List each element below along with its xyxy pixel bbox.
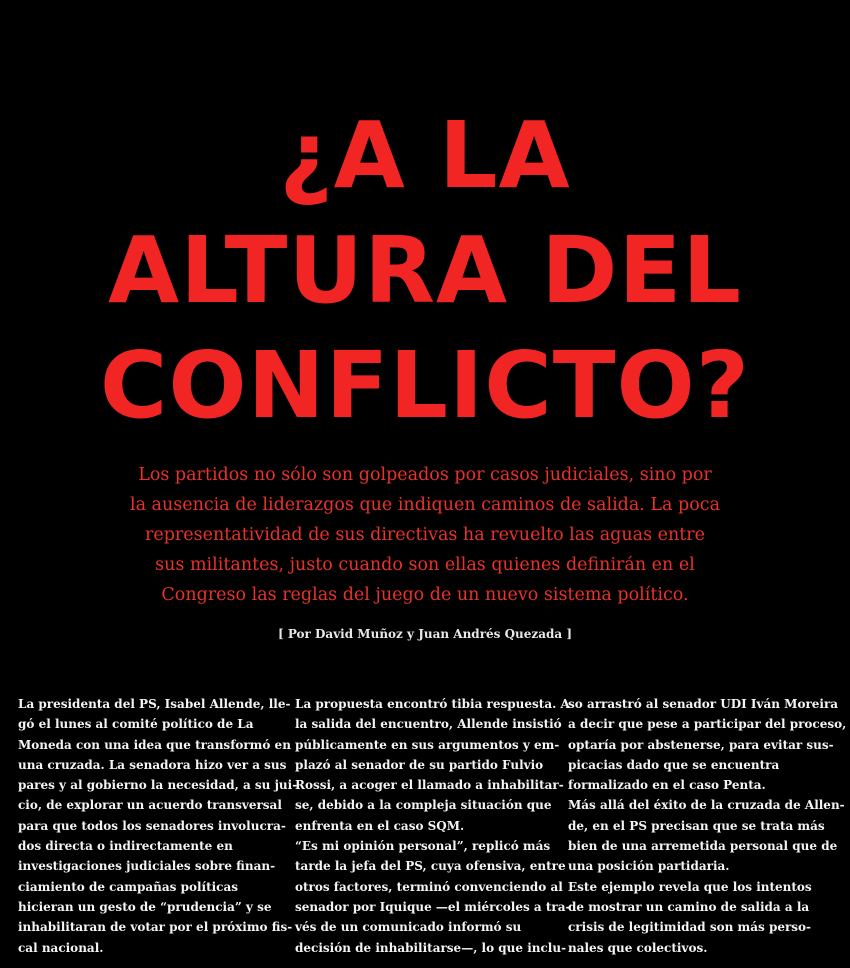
body-line: gó el lunes al comité político de La	[18, 717, 254, 732]
body-line: investigaciones judiciales sobre finan-	[18, 859, 276, 874]
body-line: bien de una arremetida personal que de	[568, 839, 838, 854]
deck-line: la ausencia de liderazgos que indiquen caminos de salida. La poca	[129, 495, 721, 515]
body-line: a decir que pese a participar del proceso,	[568, 717, 847, 732]
body-line: hicieran un gesto de “prudencia” y se	[18, 899, 272, 914]
body-line: una cruzada. La senadora hizo ver a sus	[18, 757, 287, 772]
body-line: cal nacional.	[18, 940, 104, 955]
deck-line: sus militantes, justo cuando son ellas quienes definirán en el	[155, 555, 695, 575]
headline-line: ALTURA DEL	[108, 217, 742, 324]
body-line: de, en el PS precisan que se trata más	[568, 818, 825, 833]
body-line: plazó al senador de su partido Fulvio	[295, 757, 544, 772]
deck-line: representatividad de sus directivas ha revuelto las aguas entre	[144, 525, 706, 545]
body-columns	[18, 694, 847, 955]
body-line: la salida del encuentro, Allende insistió	[295, 717, 562, 732]
body-line: para que todos los senadores involucra-	[18, 818, 286, 833]
body-line: nales que colectivos.	[568, 940, 708, 955]
body-line: picacias dado que se encuentra	[568, 757, 780, 772]
body-line: so arrastró al senador UDI Iván Moreira	[568, 697, 839, 711]
deck-line: Congreso las reglas del juego de un nuevo sistema político.	[161, 585, 689, 605]
body-line: públicamente en sus argumentos y em-	[295, 737, 560, 752]
deck-line: Los partidos no sólo son golpeados por casos judiciales, sino por	[138, 465, 712, 485]
body-line: una posición partidaria.	[568, 859, 730, 874]
body-line: formalizado en el caso Penta.	[568, 778, 766, 793]
body-line: “Es mi opinión personal”, replicó más	[295, 839, 551, 854]
body-line: Moneda con una idea que transformó en	[18, 737, 291, 752]
body-line: optaría por abstenerse, para evitar sus-	[568, 737, 834, 752]
body-line: Rossi, a acoger el llamado a inhabilitar-	[295, 778, 564, 793]
body-line: La presidenta del PS, Isabel Allende, lle-	[18, 697, 291, 711]
body-line: tarde la jefa del PS, cuya ofensiva, entre	[295, 859, 566, 874]
body-line: se, debido a la compleja situación que	[295, 798, 552, 813]
body-line: crisis de legitimidad son más perso-	[568, 920, 812, 935]
body-column-1	[18, 694, 298, 958]
body-line: cio, de explorar un acuerdo transversal	[18, 798, 282, 813]
body-line: Más allá del éxito de la cruzada de Allen-	[568, 798, 845, 813]
body-column-2	[295, 694, 571, 958]
body-line: La propuesta encontró tibia respuesta. A	[295, 697, 570, 711]
body-line: senador por Iquique —el miércoles a tra-	[295, 899, 571, 914]
body-line: Este ejemplo revela que los intentos	[568, 879, 812, 894]
headline	[0, 98, 850, 443]
body-line: inhabilitaran de votar por el próximo fis-	[18, 920, 293, 935]
byline: [ Por David Muñoz y Juan Andrés Quezada ]	[277, 627, 573, 641]
body-line: de mostrar un camino de salida a la	[568, 899, 810, 914]
body-line: vés de un comunicado informó su	[295, 920, 522, 935]
body-line: decisión de inhabilitarse—, lo que inclu-	[295, 940, 567, 955]
deck-subtitle	[60, 460, 790, 610]
body-line: ciamiento de campañas políticas	[18, 879, 239, 894]
headline-line: CONFLICTO?	[99, 332, 751, 439]
body-line: dos directa o indirectamente en	[18, 839, 233, 854]
body-line: enfrenta en el caso SQM.	[295, 818, 465, 833]
headline-line: ¿A LA	[279, 102, 571, 209]
body-line: pares y al gobierno la necesidad, a su jui-	[18, 778, 298, 793]
body-line: otros factores, terminó convenciendo al	[295, 879, 563, 894]
body-column-3	[568, 694, 847, 958]
